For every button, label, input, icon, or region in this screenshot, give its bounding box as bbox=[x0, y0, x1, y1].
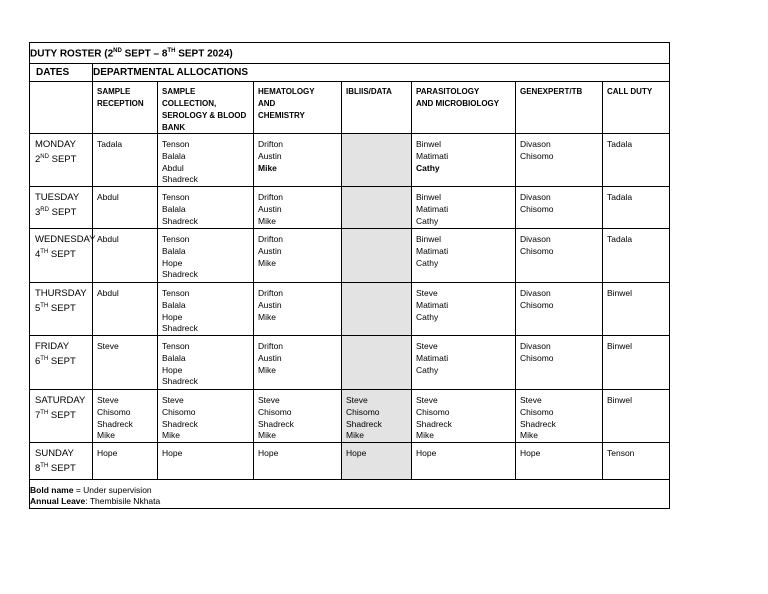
staff-name: Balala bbox=[162, 150, 186, 161]
column-header bbox=[520, 86, 582, 98]
roster-cell bbox=[162, 395, 198, 442]
staff-name: Drifton bbox=[258, 192, 284, 202]
staff-name: Hope bbox=[162, 257, 183, 268]
table-rule bbox=[29, 282, 670, 283]
roster-cell bbox=[607, 288, 632, 300]
staff-name: Shadreck bbox=[258, 418, 294, 429]
day-label bbox=[35, 234, 96, 261]
column-header-line: AND bbox=[258, 99, 276, 108]
table-rule bbox=[29, 63, 670, 64]
day-suffix: TH bbox=[40, 303, 49, 309]
staff-name: Mike bbox=[258, 364, 276, 375]
day-month: SEPT bbox=[48, 207, 77, 219]
staff-name: Matimati bbox=[416, 352, 449, 363]
column-rule bbox=[341, 81, 342, 480]
day-date bbox=[35, 204, 79, 219]
roster-cell bbox=[258, 192, 283, 227]
staff-name: Hope bbox=[258, 448, 279, 458]
roster-cell bbox=[162, 448, 182, 460]
staff-name: Shadreck bbox=[416, 418, 452, 429]
day-label bbox=[35, 395, 85, 422]
day-suffix: TH bbox=[40, 410, 49, 416]
table-rule bbox=[29, 42, 670, 43]
roster-cell bbox=[520, 139, 554, 163]
staff-name: Hope bbox=[162, 448, 183, 458]
staff-name: Binwel bbox=[607, 288, 633, 298]
staff-name: Steve bbox=[97, 341, 119, 351]
staff-name: Drifton bbox=[258, 234, 284, 244]
staff-name: Steve bbox=[520, 395, 542, 405]
staff-name: Binwel bbox=[607, 341, 633, 351]
roster-cell bbox=[162, 139, 198, 186]
column-rule bbox=[669, 42, 670, 509]
staff-name: Mike bbox=[97, 430, 115, 441]
roster-cell bbox=[416, 192, 448, 227]
roster-cell bbox=[258, 448, 278, 460]
staff-name: Chisomo bbox=[162, 406, 196, 417]
staff-name: Mike bbox=[258, 162, 277, 173]
staff-name: Steve bbox=[346, 395, 368, 405]
roster-cell bbox=[416, 448, 436, 460]
staff-name: Shadreck bbox=[162, 215, 198, 226]
roster-cell bbox=[162, 288, 198, 335]
staff-name: Tenson bbox=[162, 288, 190, 298]
staff-name: Matimati bbox=[416, 299, 449, 310]
day-number: 4 bbox=[35, 249, 41, 261]
column-rule bbox=[253, 81, 254, 480]
day-suffix: TH bbox=[40, 463, 49, 469]
roster-cell bbox=[520, 234, 554, 258]
table-rule bbox=[29, 479, 670, 480]
staff-name: Divason bbox=[520, 341, 551, 351]
day-month: SEPT bbox=[48, 154, 77, 166]
staff-name: Austin bbox=[258, 245, 282, 256]
column-rule bbox=[515, 81, 516, 480]
day-month: SEPT bbox=[48, 463, 76, 475]
staff-name: Austin bbox=[258, 203, 282, 214]
staff-name: Hope bbox=[416, 448, 437, 458]
staff-name: Cathy bbox=[416, 257, 439, 268]
staff-name: Steve bbox=[416, 395, 438, 405]
day-suffix: TH bbox=[40, 356, 49, 362]
column-header bbox=[607, 86, 652, 98]
staff-name: Matimati bbox=[416, 245, 449, 256]
roster-cell bbox=[607, 139, 632, 151]
staff-name: Binwel bbox=[416, 234, 442, 244]
day-number: 7 bbox=[35, 410, 41, 422]
column-header-line: CALL DUTY bbox=[607, 87, 653, 96]
staff-name: Steve bbox=[416, 288, 438, 298]
day-month: SEPT bbox=[48, 410, 76, 422]
staff-name: Mike bbox=[258, 430, 276, 441]
staff-name: Binwel bbox=[416, 192, 442, 202]
roster-cell bbox=[97, 395, 133, 442]
staff-name: Mike bbox=[258, 215, 276, 226]
staff-name: Mike bbox=[258, 311, 276, 322]
table-rule bbox=[29, 186, 670, 187]
roster-cell bbox=[258, 288, 283, 323]
table-rule bbox=[29, 389, 670, 390]
column-rule bbox=[602, 81, 603, 480]
column-header-line: CHEMISTRY bbox=[258, 111, 305, 120]
staff-name: Tenson bbox=[162, 234, 190, 244]
staff-name: Matimati bbox=[416, 150, 449, 161]
staff-name: Binwel bbox=[607, 395, 633, 405]
staff-name: Steve bbox=[258, 395, 280, 405]
roster-cell bbox=[416, 288, 448, 323]
day-number: 6 bbox=[35, 356, 41, 368]
roster-cell bbox=[258, 341, 283, 376]
staff-name: Austin bbox=[258, 150, 282, 161]
annual-leave-note: Annual Leave: Thembisile Nkhata bbox=[30, 496, 161, 506]
column-header bbox=[97, 86, 144, 110]
staff-name: Abdul bbox=[162, 162, 184, 173]
staff-name: Hope bbox=[162, 364, 183, 375]
roster-cell bbox=[97, 234, 119, 246]
roster-cell bbox=[162, 192, 198, 227]
staff-name: Chisomo bbox=[346, 406, 380, 417]
staff-name: Hope bbox=[97, 448, 118, 458]
staff-name: Hope bbox=[346, 448, 367, 458]
staff-name: Chisomo bbox=[520, 406, 554, 417]
staff-name: Balala bbox=[162, 245, 186, 256]
staff-name: Drifton bbox=[258, 288, 284, 298]
column-header bbox=[416, 86, 499, 110]
day-number: 8 bbox=[35, 463, 41, 475]
roster-cell bbox=[346, 395, 382, 442]
bold-name-legend: Bold name = Under supervision bbox=[30, 485, 152, 495]
staff-name: Tadala bbox=[97, 139, 123, 149]
staff-name: Shadreck bbox=[346, 418, 382, 429]
staff-name: Tenson bbox=[162, 192, 190, 202]
column-header-line: SAMPLE bbox=[97, 87, 131, 96]
day-label bbox=[35, 192, 79, 219]
roster-cell bbox=[520, 448, 540, 460]
staff-name: Hope bbox=[520, 448, 541, 458]
day-label bbox=[35, 288, 87, 315]
day-date bbox=[35, 300, 87, 315]
roster-title: DUTY ROSTER (2ND SEPT – 8TH SEPT 2024) bbox=[30, 48, 233, 60]
staff-name: Steve bbox=[97, 395, 119, 405]
staff-name: Chisomo bbox=[520, 299, 554, 310]
column-header bbox=[162, 86, 246, 134]
day-name: MONDAY bbox=[35, 139, 76, 150]
day-month: SEPT bbox=[48, 249, 76, 261]
staff-name: Balala bbox=[162, 352, 186, 363]
column-header-line: SEROLOGY & BLOOD bbox=[162, 111, 247, 120]
day-label bbox=[35, 139, 76, 166]
staff-name: Tadala bbox=[607, 192, 633, 202]
staff-name: Mike bbox=[162, 430, 180, 441]
staff-name: Mike bbox=[346, 430, 364, 441]
staff-name: Drifton bbox=[258, 139, 284, 149]
staff-name: Mike bbox=[258, 257, 276, 268]
column-header-line: IBLIIS/DATA bbox=[346, 87, 392, 96]
staff-name: Chisomo bbox=[520, 150, 554, 161]
day-label bbox=[35, 448, 76, 475]
roster-cell bbox=[520, 288, 554, 312]
roster-cell bbox=[520, 192, 554, 216]
staff-name: Matimati bbox=[416, 203, 449, 214]
staff-name: Cathy bbox=[416, 215, 439, 226]
table-rule bbox=[29, 81, 670, 82]
staff-name: Tenson bbox=[607, 448, 635, 458]
staff-name: Austin bbox=[258, 299, 282, 310]
staff-name: Shadreck bbox=[162, 323, 198, 334]
day-label bbox=[35, 341, 76, 368]
column-header-line: RECEPTION bbox=[97, 99, 144, 108]
day-name: THURSDAY bbox=[35, 288, 87, 299]
staff-name: Abdul bbox=[97, 192, 119, 202]
roster-cell bbox=[416, 139, 448, 174]
roster-cell bbox=[97, 341, 119, 353]
day-number: 3 bbox=[35, 207, 41, 219]
staff-name: Chisomo bbox=[97, 406, 131, 417]
staff-name: Tenson bbox=[162, 139, 190, 149]
column-header-line: HEMATOLOGY bbox=[258, 87, 315, 96]
staff-name: Chisomo bbox=[520, 203, 554, 214]
roster-cell bbox=[97, 192, 119, 204]
column-header bbox=[346, 86, 392, 98]
day-date bbox=[35, 353, 76, 368]
staff-name: Shadreck bbox=[162, 376, 198, 387]
roster-cell bbox=[607, 448, 634, 460]
column-header-line: COLLECTION, bbox=[162, 99, 217, 108]
roster-cell bbox=[520, 341, 554, 365]
day-number: 2 bbox=[35, 154, 41, 166]
table-rule bbox=[29, 335, 670, 336]
roster-cell bbox=[97, 288, 119, 300]
day-date bbox=[35, 151, 76, 166]
staff-name: Binwel bbox=[416, 139, 442, 149]
staff-name: Divason bbox=[520, 234, 551, 244]
day-name: SUNDAY bbox=[35, 448, 74, 459]
roster-cell bbox=[97, 139, 122, 151]
staff-name: Shadreck bbox=[520, 418, 556, 429]
column-rule bbox=[29, 42, 30, 509]
staff-name: Shadreck bbox=[162, 174, 198, 185]
column-header bbox=[258, 86, 315, 122]
staff-name: Abdul bbox=[97, 234, 119, 244]
day-date bbox=[35, 407, 85, 422]
allocations-header: DEPARTMENTAL ALLOCATIONS bbox=[93, 67, 248, 78]
staff-name: Chisomo bbox=[520, 245, 554, 256]
staff-name: Cathy bbox=[416, 364, 439, 375]
staff-name: Balala bbox=[162, 203, 186, 214]
staff-name: Divason bbox=[520, 288, 551, 298]
staff-name: Mike bbox=[416, 430, 434, 441]
staff-name: Mike bbox=[520, 430, 538, 441]
day-name: TUESDAY bbox=[35, 192, 80, 203]
day-name: WEDNESDAY bbox=[35, 234, 96, 245]
dates-header: DATES bbox=[36, 67, 70, 78]
staff-name: Divason bbox=[520, 192, 551, 202]
staff-name: Shadreck bbox=[97, 418, 133, 429]
staff-name: Hope bbox=[162, 311, 183, 322]
staff-name: Shadreck bbox=[162, 418, 198, 429]
staff-name: Steve bbox=[416, 341, 438, 351]
staff-name: Chisomo bbox=[416, 406, 450, 417]
roster-cell bbox=[607, 192, 632, 204]
roster-cell bbox=[258, 395, 294, 442]
staff-name: Cathy bbox=[416, 311, 439, 322]
day-number: 5 bbox=[35, 303, 41, 315]
staff-name: Chisomo bbox=[520, 352, 554, 363]
day-name: SATURDAY bbox=[35, 395, 86, 406]
day-suffix: TH bbox=[40, 249, 49, 255]
column-header-line: BANK bbox=[162, 123, 186, 132]
day-date bbox=[35, 460, 76, 475]
roster-cell bbox=[346, 448, 366, 460]
staff-name: Drifton bbox=[258, 341, 284, 351]
staff-name: Tadala bbox=[607, 139, 633, 149]
table-rule bbox=[29, 228, 670, 229]
staff-name: Chisomo bbox=[258, 406, 292, 417]
column-header-line: GENEXPERT/TB bbox=[520, 87, 583, 96]
day-month: SEPT bbox=[48, 356, 76, 368]
staff-name: Cathy bbox=[416, 162, 440, 173]
staff-name: Tadala bbox=[607, 234, 633, 244]
column-header-line: SAMPLE bbox=[162, 87, 196, 96]
column-header-line: AND MICROBIOLOGY bbox=[416, 99, 500, 108]
staff-name: Austin bbox=[258, 352, 282, 363]
column-rule bbox=[157, 81, 158, 480]
roster-cell bbox=[258, 139, 283, 174]
roster-cell bbox=[416, 234, 448, 269]
roster-cell bbox=[607, 395, 632, 407]
staff-name: Shadreck bbox=[162, 269, 198, 280]
column-rule bbox=[92, 63, 93, 480]
roster-cell bbox=[416, 395, 452, 442]
staff-name: Abdul bbox=[97, 288, 119, 298]
roster-cell bbox=[416, 341, 448, 376]
staff-name: Tenson bbox=[162, 341, 190, 351]
roster-cell bbox=[607, 234, 632, 246]
roster-cell bbox=[607, 341, 632, 353]
staff-name: Balala bbox=[162, 299, 186, 310]
roster-cell bbox=[162, 341, 198, 388]
day-suffix: RD bbox=[40, 207, 49, 213]
roster-cell bbox=[162, 234, 198, 281]
staff-name: Divason bbox=[520, 139, 551, 149]
roster-cell bbox=[258, 234, 283, 269]
day-name: FRIDAY bbox=[35, 341, 70, 352]
column-header-line: PARASITOLOGY bbox=[416, 87, 480, 96]
roster-cell bbox=[520, 395, 556, 442]
day-month: SEPT bbox=[48, 303, 76, 315]
table-rule bbox=[29, 508, 670, 509]
day-date bbox=[35, 246, 96, 261]
day-suffix: ND bbox=[40, 154, 49, 160]
roster-cell bbox=[97, 448, 117, 460]
table-rule bbox=[29, 133, 670, 134]
staff-name: Steve bbox=[162, 395, 184, 405]
column-rule bbox=[411, 81, 412, 480]
